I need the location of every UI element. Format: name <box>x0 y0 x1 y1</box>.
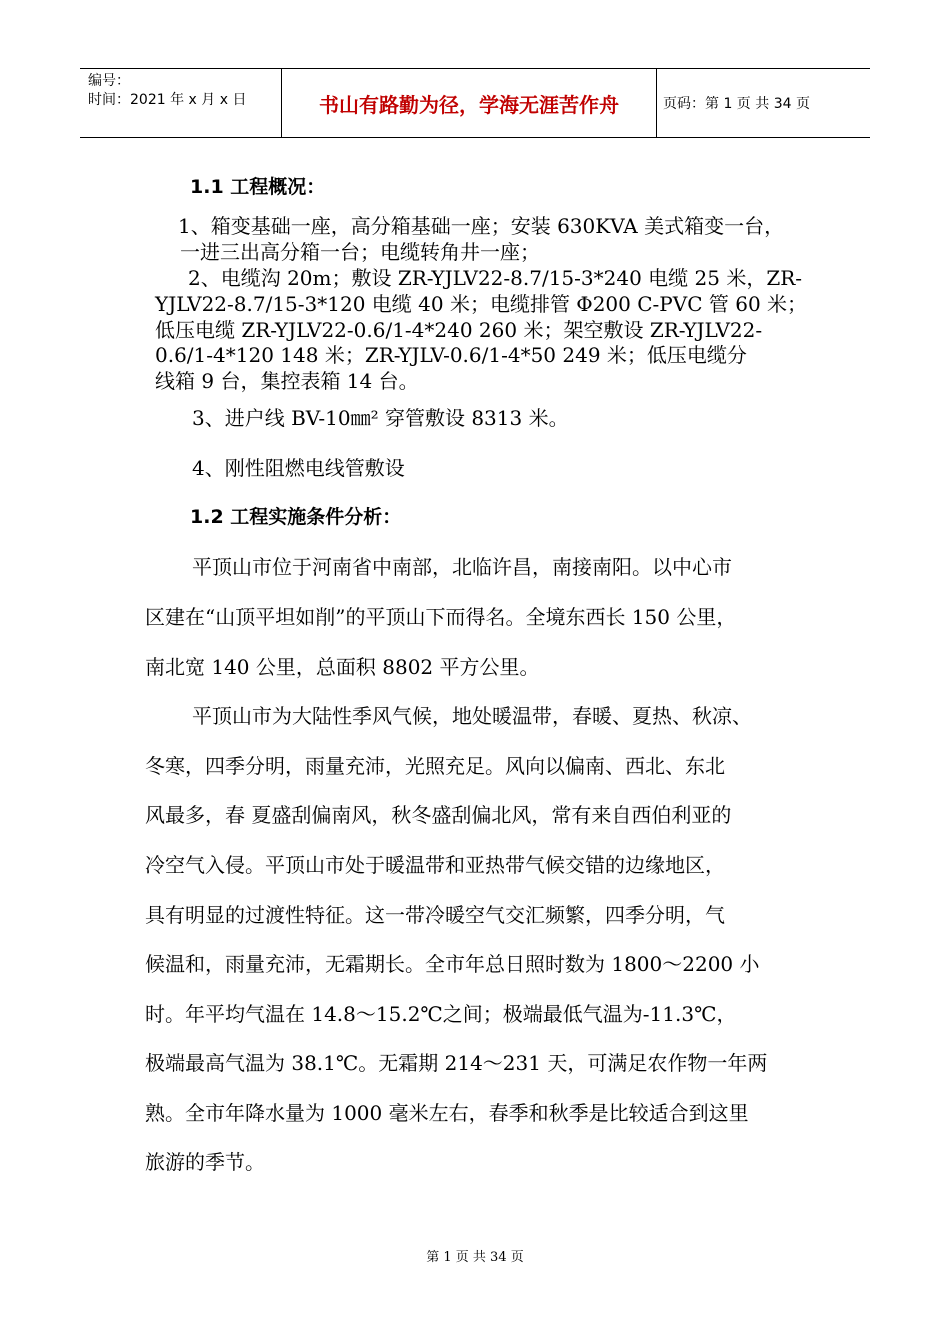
body-line: 低压电缆 ZR-YJLV22-0.6/1-4*240 260 米；架空敷设 ZR-YJLV22- <box>155 318 763 342</box>
paragraph-line: 平顶山市位于河南省中南部，北临许昌，南接南阳。以中心市 <box>192 555 732 579</box>
paragraph-line: 具有明显的过渡性特征。这一带冷暖空气交汇频繁，四季分明，气 <box>145 903 725 927</box>
paragraph-line: 冬寒，四季分明，雨量充沛，光照充足。风向以偏南、西北、东北 <box>145 754 725 778</box>
paragraph-line: 熟。全市年降水量为 1000 毫米左右，春季和秋季是比较适合到这里 <box>145 1101 749 1125</box>
body-line: 1、箱变基础一座，高分箱基础一座；安装 630KVA 美式箱变一台， <box>178 214 785 238</box>
body-line: 线箱 9 台，集控表箱 14 台。 <box>155 369 419 393</box>
header-meta <box>80 69 282 137</box>
paragraph-line: 区建在“山顶平坦如削”的平顶山下而得名。全境东西长 150 公里， <box>145 605 737 629</box>
body-line: 4、刚性阻燃电线管敷设 <box>192 456 405 480</box>
body-line: 3、进户线 BV-10㎜² 穿管敷设 8313 米。 <box>192 406 569 430</box>
paragraph-line: 平顶山市为大陆性季风气候，地处暖温带，春暖、夏热、秋凉、 <box>192 704 752 728</box>
paragraph-line: 时。年平均气温在 14.8～15.2℃之间；极端最低气温为-11.3℃， <box>145 1002 737 1026</box>
paragraph-line: 风最多，春 夏盛刮偏南风，秋冬盛刮偏北风，常有来自西伯利亚的 <box>145 803 732 827</box>
body-line: 0.6/1-4*120 148 米；ZR-YJLV-0.6/1-4*50 249 米；低压电缆分 <box>155 343 747 367</box>
paragraph-line: 冷空气入侵。平顶山市处于暖温带和亚热带气候交错的边缘地区， <box>145 853 725 877</box>
header-page-info: 页码：第 1 页 共 34 页 <box>663 96 810 112</box>
section-heading-1-2: 1.2 工程实施条件分析： <box>190 506 402 528</box>
number-label: 编号： <box>88 73 130 89</box>
paragraph-line: 候温和，雨量充沛，无霜期长。全市年总日照时数为 1800～2200 小 <box>145 952 760 976</box>
paragraph-line: 旅游的季节。 <box>145 1150 265 1174</box>
page-footer: 第 1 页 共 34 页 <box>426 1250 524 1265</box>
body-line: 2、电缆沟 20m；敷设 ZR-YJLV22-8.7/15-3*240 电缆 25 米，ZR- <box>188 266 803 290</box>
body-line: YJLV22-8.7/15-3*120 电缆 40 米；电缆排管 Φ200 C-PVC 管 60 米； <box>155 292 808 316</box>
header-motto: 书山有路勤为径，学海无涯苦作舟 <box>282 69 657 137</box>
paragraph-line: 极端最高气温为 38.1℃。无霜期 214～231 天，可满足农作物一年两 <box>145 1051 768 1075</box>
section-heading-1-1: 1.1 工程概况： <box>190 176 326 198</box>
paragraph-line: 南北宽 140 公里，总面积 8802 平方公里。 <box>145 655 540 679</box>
time-label: 时间：2021 年 x 月 x 日 <box>88 92 247 108</box>
body-line: 一进三出高分箱一台；电缆转角井一座； <box>180 240 540 264</box>
page-header <box>80 68 870 138</box>
